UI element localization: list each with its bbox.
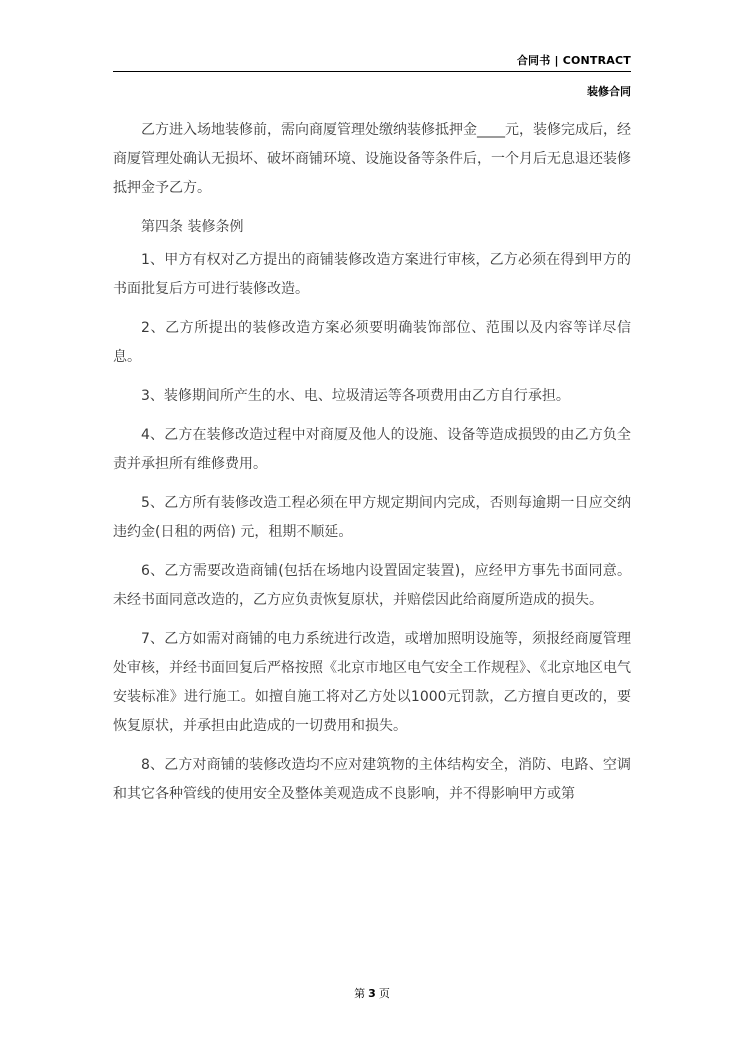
page-footer xyxy=(0,985,744,1001)
section-heading-article-4: 第四条 装修条例 xyxy=(141,219,244,235)
header-title: 合同书 | CONTRACT xyxy=(516,54,631,67)
paragraph-deposit: 乙方进入场地装修前，需向商厦管理处缴纳装修抵押金____元，装修完成后，经商厦管理处确认无损坏、破坏商铺环境、设施设备等条件后，一个月后无息退还装修抵押金予乙方。 xyxy=(113,122,631,196)
clause-4: 4、乙方在装修改造过程中对商厦及他人的设施、设备等造成损毁的由乙方负全责并承担所有维修费用。 xyxy=(113,427,631,472)
page-number: 3 xyxy=(368,987,376,1000)
page-prefix: 第 xyxy=(354,987,366,1000)
clause-2: 2、乙方所提出的装修改造方案必须要明确装饰部位、范围以及内容等详尽信息。 xyxy=(113,320,631,365)
header-subtitle: 装修合同 xyxy=(587,85,631,98)
clause-6: 6、乙方需要改造商铺(包括在场地内设置固定装置)，应经甲方事先书面同意。未经书面同意改造的，乙方应负责恢复原状，并赔偿因此给商厦所造成的损失。 xyxy=(113,563,631,608)
clause-1: 1、甲方有权对乙方提出的商铺装修改造方案进行审核，乙方必须在得到甲方的书面批复后方可进行装修改造。 xyxy=(113,252,631,297)
clause-7: 7、乙方如需对商铺的电力系统进行改造，或增加照明设施等，须报经商厦管理处审核，并经书面回复后严格按照《北京市地区电气安全工作规程》、《北京地区电气安装标准》进行施工。如擅自施工将对乙方处以1000元罚款，乙方擅自更改的，要恢复原状，并承担由此造成的一切费用和损失。 xyxy=(113,631,631,734)
clause-5: 5、乙方所有装修改造工程必须在甲方规定期间内完成，否则每逾期一日应交纳违约金(日租的两倍) 元，租期不顺延。 xyxy=(113,495,631,540)
clause-8: 8、乙方对商铺的装修改造均不应对建筑物的主体结构安全，消防、电路、空调和其它各种管线的使用安全及整体美观造成不良影响，并不得影响甲方或第 xyxy=(113,757,631,802)
clause-3: 3、装修期间所产生的水、电、垃圾清运等各项费用由乙方自行承担。 xyxy=(141,388,570,404)
header-divider xyxy=(113,71,631,72)
document-body xyxy=(113,116,631,819)
page-suffix: 页 xyxy=(378,987,390,1000)
